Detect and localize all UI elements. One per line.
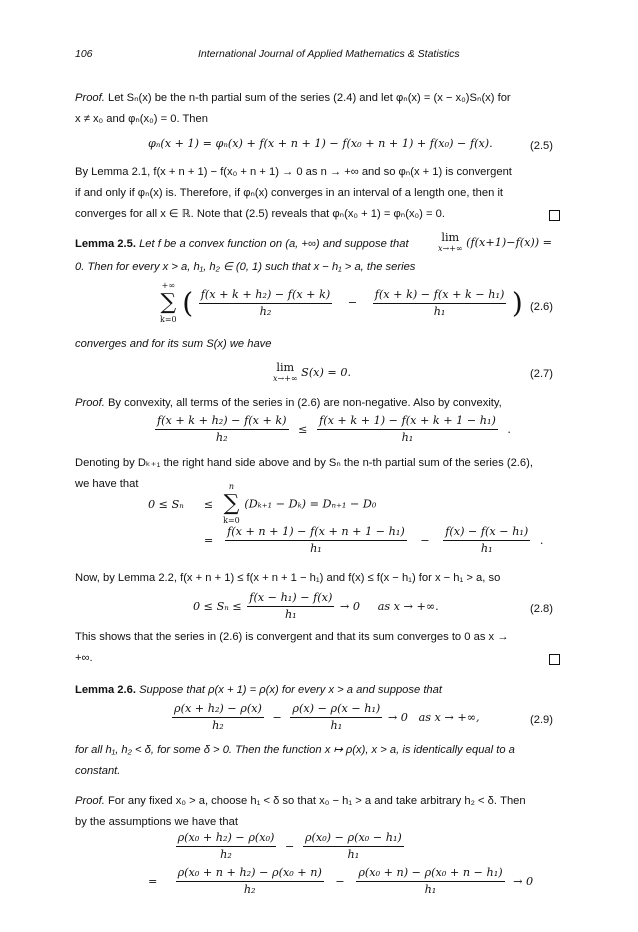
period: . xyxy=(507,422,511,436)
frac-bound xyxy=(247,591,334,622)
frac-numerator: f(x + k + 1) − f(x + k + 1 − h₁) xyxy=(317,414,498,430)
proof1-line2: x ≠ x₀ and φₙ(x₀) = 0. Then xyxy=(75,113,208,125)
lemma25-statement: Let f be a convex function on (a, +∞) and suppose that xyxy=(139,238,409,250)
frac-forward xyxy=(176,831,277,862)
equation-2-5: φₙ(x + 1) = φₙ(x) + f(x + n + 1) − f(x₀ + n + 1) + f(x₀) − f(x). xyxy=(148,137,493,150)
proof-label: Proof. xyxy=(75,795,105,807)
lim-subscript: x→+∞ xyxy=(438,244,463,253)
proof1-para-line2: if and only if φₙ(x) is. Therefore, if φₙ(x) converges in an interval of a length one, then it xyxy=(75,187,504,199)
lemma-label: Lemma 2.5. xyxy=(75,238,136,250)
row2-tail: → 0 xyxy=(513,875,534,888)
proof-label: Proof. xyxy=(75,92,105,104)
minus-sign: − xyxy=(347,296,358,309)
minus-sign: − xyxy=(420,534,430,547)
sum-lower: k=0 xyxy=(223,516,240,525)
proof1-line1 xyxy=(75,88,563,109)
proof2-line4: Now, by Lemma 2.2, f(x + n + 1) ≤ f(x + n + 1 − h₁) and f(x) ≤ f(x − h₁) for x − h₁ > a, so xyxy=(75,572,501,584)
equation-number-2-7: (2.7) xyxy=(530,368,554,380)
frac-numerator: f(x + k + h₂) − f(x + k) xyxy=(155,414,289,430)
aligned-row1 xyxy=(148,481,376,527)
qed-square-icon xyxy=(549,210,560,221)
lemma26-line3: constant. xyxy=(75,765,121,777)
lemma25-line3: converges and for its sum S(x) we have xyxy=(75,338,272,350)
equation-number-2-9: (2.9) xyxy=(530,714,554,726)
frac-denominator: h₁ xyxy=(480,542,493,555)
frac-numerator: f(x + k) − f(x + k − h₁) xyxy=(373,288,507,304)
proof3-line1 xyxy=(75,791,563,812)
equation-number-2-6: (2.6) xyxy=(530,301,554,313)
proof2-line5: This shows that the series in (2.6) is convergent and that its sum converges to 0 as x → xyxy=(75,631,509,643)
frac-left xyxy=(155,414,289,445)
frac-backward-diff xyxy=(373,288,507,319)
eq8-left: 0 ≤ Sₙ ≤ xyxy=(193,600,242,613)
frac-numerator: f(x − h₁) − f(x) xyxy=(247,591,334,607)
lemma-label: Lemma 2.6. xyxy=(75,684,136,696)
frac-second xyxy=(443,525,530,556)
lim-tail: (f(x+1)−f(x)) = xyxy=(466,236,553,249)
minus-sign: − xyxy=(285,840,295,853)
limit-operator xyxy=(273,362,298,384)
proof1-para-line3: converges for all x ∈ ℝ. Note that (2.5) reveals that φₙ(x₀ + 1) = φₙ(x₀) = 0. xyxy=(75,208,445,220)
lemma26-statement: Suppose that ρ(x + 1) = ρ(x) for every x > a and suppose that xyxy=(139,684,442,696)
big-right-paren: ) xyxy=(511,286,523,320)
frac-numerator: ρ(x₀) − ρ(x₀ − h₁) xyxy=(303,831,404,847)
equation-number-2-8: (2.8) xyxy=(530,603,554,615)
frac-denominator: h₂ xyxy=(212,719,224,732)
lim-word: lim xyxy=(441,231,460,244)
frac-forward xyxy=(172,702,264,733)
convexity-inequality xyxy=(153,414,511,445)
frac-numerator: ρ(x₀ + n + h₂) − ρ(x₀ + n) xyxy=(176,866,324,882)
minus-sign: − xyxy=(335,875,345,888)
frac-denominator: h₂ xyxy=(215,431,228,444)
equation-2-9 xyxy=(170,702,480,733)
row2-relation: = xyxy=(148,875,158,888)
frac-numerator: f(x + n + 1) − f(x + n + 1 − h₁) xyxy=(225,525,407,541)
sigma-symbol: ∑ xyxy=(160,290,177,315)
frac-first xyxy=(225,525,407,556)
frac-denominator: h₁ xyxy=(401,431,414,444)
telescoping-sum: (Dₖ₊₁ − Dₖ) = Dₙ₊₁ − D₀ xyxy=(244,497,377,511)
frac-numerator: ρ(x₀ + n) − ρ(x₀ + n − h₁) xyxy=(356,866,504,882)
frac-denominator: h₁ xyxy=(284,608,297,621)
period: . xyxy=(539,534,544,547)
lim-word: lim xyxy=(276,361,295,374)
limit-operator xyxy=(438,232,463,254)
frac-denominator: h₁ xyxy=(433,304,446,318)
frac-numerator: ρ(x) − ρ(x − h₁) xyxy=(290,702,382,718)
sum-upper: +∞ xyxy=(161,281,175,290)
frac-backward xyxy=(290,702,382,733)
frac-numerator: ρ(x + h₂) − ρ(x) xyxy=(172,702,264,718)
qed-square-icon xyxy=(549,654,560,665)
proof2-line2: Denoting by Dₖ₊₁ the right hand side above and by Sₙ the n-th partial sum of the series (2.6), xyxy=(75,457,533,469)
sum-operator xyxy=(223,481,240,527)
proof3-text1: For any fixed x₀ > a, choose h₁ < δ so that x₀ − h₁ > a and take arbitrary h₂ < δ. Then xyxy=(107,795,526,807)
proof1-text1: Let Sₙ(x) be the n-th partial sum of the series (2.4) and let φₙ(x) = (x − x₀)Sₙ(x) for xyxy=(107,92,511,104)
frac-forward-diff xyxy=(199,288,333,319)
running-header: International Journal of Applied Mathematics & Statistics xyxy=(198,48,460,60)
frac-numerator: f(x + k + h₂) − f(x + k) xyxy=(199,288,333,304)
sum-operator xyxy=(160,280,177,326)
frac-denominator: h₁ xyxy=(310,542,322,555)
frac-backward-shifted xyxy=(356,866,504,897)
proof2-line1 xyxy=(75,393,563,414)
lim-tail: S(x) = 0. xyxy=(301,366,352,379)
page-number: 106 xyxy=(75,48,93,60)
proof3-row1 xyxy=(148,831,406,862)
lemma25-limit xyxy=(438,232,552,254)
frac-denominator: h₂ xyxy=(243,883,256,896)
lemma25-line2: 0. Then for every x > a, h₁, h₂ ∈ (0, 1) such that x − h₁ > a, the series xyxy=(75,261,416,273)
proof2-text1: By convexity, all terms of the series in (2.6) are non-negative. Also by convexity, xyxy=(107,397,502,409)
equation-2-8 xyxy=(193,591,439,622)
equation-2-6 xyxy=(160,280,523,326)
frac-backward xyxy=(303,831,404,862)
eq8-tail: → 0 as x → +∞. xyxy=(339,600,439,613)
sum-upper: n xyxy=(228,482,235,491)
frac-forward-shifted xyxy=(176,866,324,897)
aligned-row2 xyxy=(148,525,543,556)
frac-numerator: f(x) − f(x − h₁) xyxy=(443,525,530,541)
frac-denominator: h₁ xyxy=(330,719,343,732)
minus-sign: − xyxy=(272,711,282,724)
big-left-paren: ( xyxy=(182,286,194,320)
eq9-tail: → 0 as x → +∞, xyxy=(387,711,480,724)
proof-label: Proof. xyxy=(75,397,105,409)
row1-relation: ≤ xyxy=(203,497,214,511)
frac-right xyxy=(317,414,498,445)
proof3-row2 xyxy=(148,866,533,897)
frac-numerator: ρ(x₀ + h₂) − ρ(x₀) xyxy=(176,831,277,847)
equation-number-2-5: (2.5) xyxy=(530,140,554,152)
lim-subscript: x→+∞ xyxy=(273,374,298,383)
frac-denominator: h₂ xyxy=(220,848,232,861)
proof3-line2: by the assumptions we have that xyxy=(75,816,238,828)
lemma26-line1 xyxy=(75,680,563,701)
leq-sign: ≤ xyxy=(298,422,308,436)
proof1-para-line1: By Lemma 2.1, f(x + n + 1) − f(x₀ + n + 1) → 0 as n → +∞ and so φₙ(x + 1) is convergent xyxy=(75,166,512,178)
frac-denominator: h₁ xyxy=(424,883,437,896)
frac-denominator: h₂ xyxy=(259,304,272,318)
frac-denominator: h₁ xyxy=(347,848,360,861)
lemma26-line2: for all h₁, h₂ < δ, for some δ > 0. Then the function x ↦ ρ(x), x > a, is identically equal to a xyxy=(75,744,515,756)
proof2-line3: we have that xyxy=(75,478,139,490)
lemma25-line1 xyxy=(75,234,495,255)
proof2-line6: +∞. xyxy=(75,652,93,664)
sigma-symbol: ∑ xyxy=(223,491,240,516)
sum-lower: k=0 xyxy=(160,315,177,324)
equation-2-7 xyxy=(273,362,351,384)
row2-relation: = xyxy=(203,534,214,547)
row1-left: 0 ≤ Sₙ xyxy=(148,497,184,511)
